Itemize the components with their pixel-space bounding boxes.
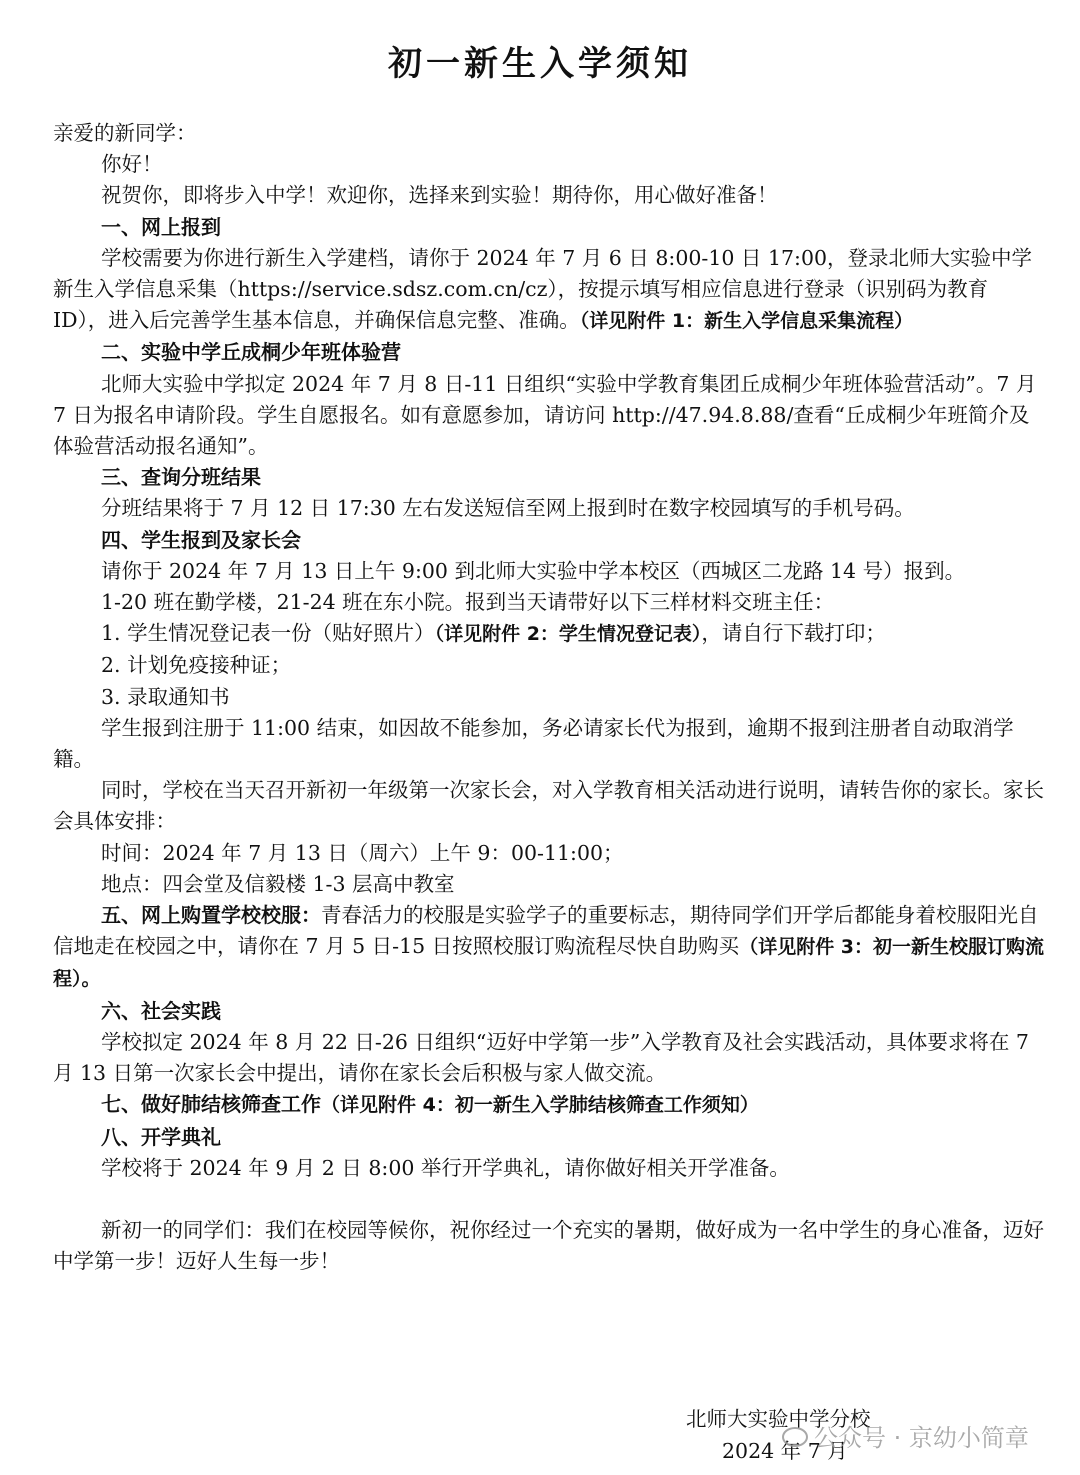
section-4-p4: 同时，学校在当天召开新初一年级第一次家长会，对入学教育相关活动进行说明，请转告你的家长。家长会具体安排： xyxy=(53,778,1044,834)
section-4-item-2: 2. 计划免疫接种证； xyxy=(101,653,292,678)
wechat-icon xyxy=(782,1427,808,1447)
watermark xyxy=(782,1418,1029,1453)
section-1-heading: 一、网上报到 xyxy=(101,214,221,239)
section-8-text: 学校将于 2024 年 9 月 2 日 8:00 举行开学典礼，请你做好相关开学准备。 xyxy=(101,1155,790,1180)
closing-paragraph: 新初一的同学们：我们在校园等候你，祝你经过一个充实的暑期，做好成为一名中学生的身心准备，迈好中学第一步！迈好人生每一步！ xyxy=(53,1217,1044,1274)
item-1-tail: ，请自行下载打印； xyxy=(701,621,886,646)
spacer xyxy=(53,1184,1049,1215)
section-5-text: 青春活力的校服是实验学子的重要标志，期待同学们开学后都能身着校服阳光自信地走在校园之中，请你在 7 月 5 日-15 日按照校服订购流程尽快自助购买 xyxy=(53,903,1039,959)
section-4-heading: 四、学生报到及家长会 xyxy=(101,527,301,552)
section-4-item-3: 3. 录取通知书 xyxy=(101,684,230,709)
section-4-p2: 1-20 班在勤学楼，21-24 班在东小院。报到当天请带好以下三样材料交班主任： xyxy=(101,590,835,615)
section-3-heading: 三、查询分班结果 xyxy=(101,465,261,490)
section-7-note: （详见附件 4：初一新生入学肺结核筛查工作须知） xyxy=(321,1094,759,1117)
document-body xyxy=(53,118,1049,1277)
section-1-note: （详见附件 1：新生入学信息采集流程） xyxy=(579,310,914,333)
document-title: 初一新生入学须知 xyxy=(388,44,692,84)
section-6-text: 学校拟定 2024 年 8 月 22 日-26 日组织“迈好中学第一步”入学教育及社会实践活动，具体要求将在 7 月 13 日第一次家长会中提出，请你在家长会后积极与家人做交流。 xyxy=(53,1029,1029,1086)
section-4-item-1 xyxy=(53,618,1049,650)
section-1-body: 学校需要为你进行新生入学建档，请你于 2024 年 7 月 6 日 8:00-10 日 17:00，登录北师大实验中学新生入学信息采集（https://service.sdsz.com.cn/cz），按提示填写相应信息进行登录（识别码为教育 ID），进入后完善学生基本信息，并确保信息完整、准确。 xyxy=(53,245,1033,333)
section-7 xyxy=(53,1089,1049,1121)
meeting-time: 时间：2024 年 7 月 13 日（周六）上午 9：00-11:00； xyxy=(101,840,624,865)
section-1-text xyxy=(53,243,1049,338)
section-5 xyxy=(53,900,1049,996)
signature-date: 2024 年 7 月 xyxy=(722,1439,848,1463)
section-3-text: 分班结果将于 7 月 12 日 17:30 左右发送短信至网上报到时在数字校园填写的手机号码。 xyxy=(101,496,915,521)
intro: 祝贺你，即将步入中学！欢迎你，选择来到实验！期待你，用心做好准备！ xyxy=(101,183,778,208)
watermark-text: 公众号 · 京幼小简章 xyxy=(814,1424,1029,1452)
signature-org: 北师大实验中学分校 xyxy=(686,1407,871,1431)
meeting-place: 地点：四会堂及信毅楼 1-3 层高中教室 xyxy=(101,871,455,896)
section-5-heading: 五、网上购置学校校服： xyxy=(101,903,321,928)
section-7-heading: 七、做好肺结核筛查工作 xyxy=(101,1092,321,1117)
section-5-note: （详见附件 3：初一新生校服订购流程）。 xyxy=(53,936,1045,991)
item-1-note: （详见附件 2：学生情况登记表） xyxy=(434,623,702,646)
section-6-heading: 六、社会实践 xyxy=(101,998,221,1023)
section-2-text: 北师大实验中学拟定 2024 年 7 月 8 日-11 日组织“实验中学教育集团丘成桐少年班体验营活动”。7 月 7 日为报名申请阶段。学生自愿报名。如有意愿参加，请访问 http://47.94.8.88/查看“丘成桐少年班简介及体验营活动报名通知”。 xyxy=(53,371,1037,459)
section-2-heading: 二、实验中学丘成桐少年班体验营 xyxy=(101,340,401,365)
section-4-p1: 请你于 2024 年 7 月 13 日上午 9:00 到北师大实验中学本校区（西城区二龙路 14 号）报到。 xyxy=(101,558,966,583)
greeting: 亲爱的新同学： xyxy=(53,121,197,145)
section-8-heading: 八、开学典礼 xyxy=(101,1124,221,1149)
hello: 你好！ xyxy=(101,152,163,177)
section-4-p3: 学生报到注册于 11:00 结束，如因故不能参加，务必请家长代为报到，逾期不报到注册者自动取消学籍。 xyxy=(53,715,1014,772)
item-1-text: 1. 学生情况登记表一份（贴好照片） xyxy=(101,621,435,646)
